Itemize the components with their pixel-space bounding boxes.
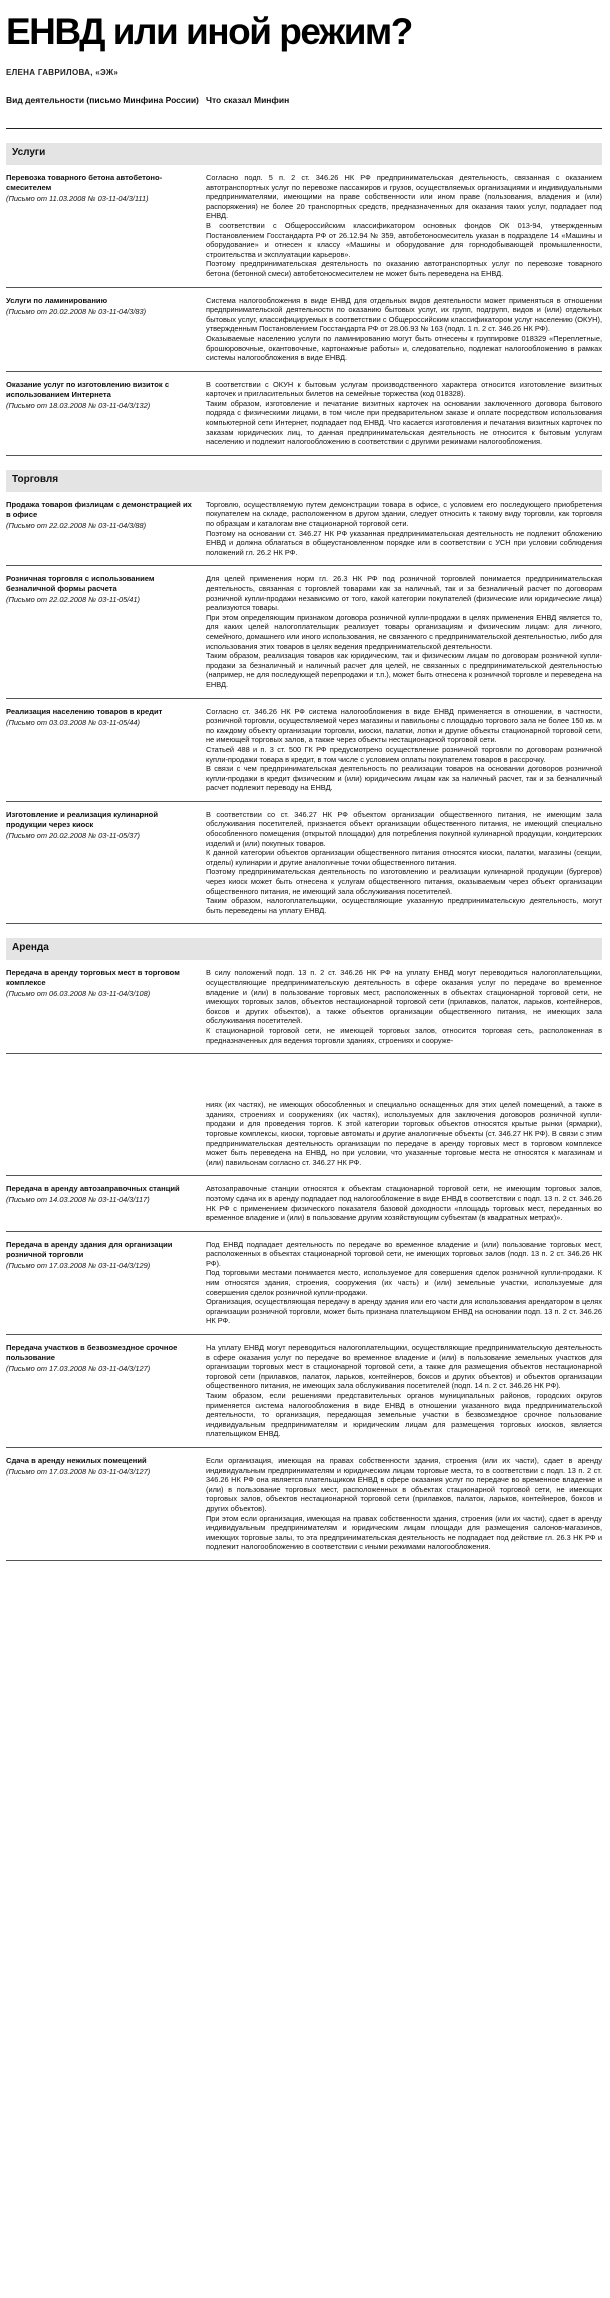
- activity-cell: [6, 380, 206, 447]
- ministry-answer: [206, 500, 602, 558]
- ministry-answer: [206, 810, 602, 916]
- answer-paragraph: Под ЕНВД подпадает деятельность по передаче во временное владение и (или) пользование торговых мест, расположенных в объектах стационарной торговой сети, не имеющих торговых залов (подп. 13 п. 2 ст. 346.26 НК РФ).: [206, 1239, 602, 1268]
- answer-paragraph: Поэтому на основании ст. 346.27 НК РФ указанная предпринимательская деятельность не подлежит обложению ЕНВД и должна облагаться в общеустановленном порядке или в соответствии с УСН при условии соблюдения положений гл. 26.2 НК РФ.: [206, 528, 602, 557]
- answer-paragraph: В соответствии с Общероссийским классификатором основных фондов ОК 013-94, утвержденным Постановлением Госстандарта РФ от 26.12.94 № 359, автобетоносмеситель указан в подразделе 14 «Машины и оборудование» и отнесен к классу «Машины и оборудование для горнодобывающей промышленности, строительства и эксплуатации карьеров».: [206, 220, 602, 259]
- table-row: [6, 1335, 602, 1448]
- table-row: [6, 960, 602, 1054]
- activity-cell: [6, 1240, 206, 1326]
- letter-reference: (Письмо от 20.02.2008 № 03-11-04/3/83): [6, 306, 147, 316]
- activity-cell: [6, 1343, 206, 1439]
- table-row: [6, 1232, 602, 1335]
- activity-name: Перевозка товарного бетона автобетоно-смесителем: [6, 173, 163, 192]
- answer-paragraph: Под торговыми местами понимается место, используемое для совершения сделок розничной купли-продажи. К ним относятся здания, строения, сооружения (их часть) и (или) земельные участки, используемые для совершения сделок розничной купли-продажи.: [206, 1268, 602, 1297]
- answer-paragraph: При этом если организация, имеющая на правах собственности здания, строения (или их части), сдает в аренду индивидуальным предпринимателям и юридическим лицам площади для размещения салонов-магазинов, имеющих торговые залы, то эта предпринимательская деятельность не подпадает под действие гл. 26.3 НК РФ и подлежит налогообложению в соответствии с иными режимами налогообложения.: [206, 1513, 602, 1552]
- activity-cell: [6, 707, 206, 793]
- activity-cell: [6, 1184, 206, 1222]
- section-header: Торговля: [6, 470, 602, 492]
- ministry-answer: [206, 173, 602, 279]
- activity-name: Передача в аренду здания для организации розничной торговли: [6, 1239, 173, 1259]
- activity-name: Оказание услуг по изготовлению визиток с использованием Интернета: [6, 379, 170, 399]
- letter-reference: (Письмо от 06.03.2008 № 03-11-04/3/108): [6, 989, 151, 999]
- answer-paragraph: Статьей 488 и п. 3 ст. 500 ГК РФ предусмотрено осуществление розничной торговли по договорам розничной купли-продажи товара в кредит, в том числе с условием оплаты покупателем товаров в рассрочку.: [206, 744, 602, 764]
- section-header: Аренда: [6, 938, 602, 960]
- ministry-answer: [206, 1343, 602, 1439]
- answer-paragraph: На уплату ЕНВД могут переводиться налогоплательщики, осуществляющие предпринимательскую деятельность в сфере оказания услуг по передаче во временное владение и (или) в пользование земельных участков для организации торговых мест в стационарной торговой сети, а также для размещения объектов нестационарной торговой сети (прилавков, палаток, ларьков, контейнеров, боксов и других объектов) и объектов организации общественного питания, не имеющих зала обслуживания посетителей (подп. 14 п. 2 ст. 346.26 НК РФ).: [206, 1343, 602, 1391]
- activity-cell: [6, 296, 206, 363]
- ministry-answer: [206, 574, 602, 689]
- letter-reference: (Письмо от 18.03.2008 № 03-11-04/3/132): [6, 400, 151, 410]
- column-header-ministry: Что сказал Минфин: [206, 95, 290, 105]
- table-body: [6, 143, 602, 1561]
- answer-paragraph: Поэтому предпринимательская деятельность по изготовлению и реализации кулинарной продукции (бургеров) через киоск может быть отнесена к услугам общественного питания, оказываемым через объект организации общественного питания, не имеющий зала обслуживания посетителей.: [206, 867, 602, 896]
- activity-name: Сдача в аренду нежилых помещений: [6, 1455, 147, 1465]
- section-header: Услуги: [6, 143, 602, 165]
- activity-name: Услуги по ламинированию: [6, 295, 108, 305]
- ministry-answer: [206, 968, 602, 1045]
- answer-paragraph: Таким образом, налогоплательщики, осуществляющие указанную предпринимательскую деятельность, могут быть переведены на уплату ЕНВД.: [206, 896, 602, 915]
- activity-name: Передача в аренду торговых мест в торговом комплексе: [6, 968, 180, 988]
- activity-cell: [6, 810, 206, 916]
- ministry-answer: [206, 380, 602, 447]
- letter-reference: (Письмо от 14.03.2008 № 03-11-04/3/117): [6, 1195, 150, 1205]
- answer-paragraph: Таким образом, если решениями представительных органов муниципальных районов, городских округов применяется система налогообложения в виде ЕНВД в отношении указанного вида предпринимательской деятельности, то организация, передающая земельные участки в безвозмездное срочное пользование индивидуальным предпринимателям и юридическим лицам для размещения торговых киосков, является плательщиком ЕНВД.: [206, 1391, 602, 1439]
- answer-paragraph: В силу положений подп. 13 п. 2 ст. 346.26 НК РФ на уплату ЕНВД могут переводиться налогоплательщики, осуществляющие предпринимательскую деятельность в сфере оказания услуг по передаче во временное владение и (или) в пользование торговых мест, расположенных в объектах стационарной торговой сети, не имеющих торговых залов, объектов нестационарной торговой сети (прилавков, палаток, ларьков, контейнеров, боксов и других объектов), а также объектов организации общественного питания, не имеющих зала обслуживания посетителей.: [206, 968, 602, 1026]
- table-row: [6, 566, 602, 698]
- letter-reference: (Письмо от 11.03.2008 № 03-11-04/3/111): [6, 194, 149, 203]
- activity-cell: [6, 173, 206, 279]
- table-row: [6, 372, 602, 456]
- letter-reference: (Письмо от 20.02.2008 № 03-11-05/37): [6, 830, 140, 840]
- activity-name: Реализация населению товаров в кредит: [6, 706, 163, 716]
- column-header-activity: Вид деятельности (письмо Минфина России): [6, 95, 199, 105]
- answer-paragraph: Автозаправочные станции относятся к объектам стационарной торговой сети, не имеющим торговых залов, поэтому сдача их в аренду подпадает под налогообложение в виде ЕНВД в соответствии с подп. 13 п. 2 ст. 346.26 НК РФ с применением физического показателя базовой доходности «площадь торговых мест, переданных во временное владение и (или) в пользование другим хозяйствующим субъектам (в квадратных метрах)».: [206, 1184, 602, 1223]
- ministry-answer: [206, 1456, 602, 1552]
- table-row: [6, 699, 602, 802]
- ministry-answer: [206, 707, 602, 793]
- activity-name: Розничная торговля с использованием безналичной формы расчета: [6, 574, 155, 594]
- column-gap: [6, 1054, 602, 1090]
- answer-continuation: ниях (их частях), не имеющих обособленных и специально оснащенных для этих целей помещений, а также в зданиях, строениях и сооружениях (их частях), используемых для заключения договоров розничной купли-продажи и для проведения торгов. К этой категории торговых объектов относятся крытые рынки (ярмарки), торговые комплексы, киоски, торговые автоматы и другие аналогичные объекты (ст. 346.27 НК РФ). В связи с этим предпринимательская деятельность организации по передаче в аренду торговых мест в торговом комплексе может быть переведена на ЕНВД, но при условии, что указанные торговые места не относятся к магазинам и (или) павильонам согласно ст. 346.27 НК РФ.: [6, 1090, 602, 1176]
- answer-paragraph: Организация, осуществляющая передачу в аренду здания или его части для использования арендатором в целях организации розничной торговли, может быть признана плательщиком ЕНВД на основании подп. 13 п. 2 ст. 346.26 НК РФ.: [206, 1297, 602, 1326]
- answer-paragraph: К стационарной торговой сети, не имеющей торговых залов, относится торговая сеть, расположенная в предназначенных для ведения торговли зданиях, строениях и сооруже-: [206, 1025, 602, 1045]
- activity-cell: [6, 1456, 206, 1552]
- table-row: [6, 802, 602, 925]
- activity-cell: [6, 500, 206, 558]
- answer-paragraph: Поэтому предпринимательская деятельность по оказанию автотранспортных услуг по перевозке товарного бетона (бетонной смеси) автобетоносмесителем не может быть переведена на ЕНВД.: [206, 259, 602, 278]
- letter-reference: (Письмо от 03.03.2008 № 03-11-05/44): [6, 717, 140, 727]
- activity-cell: [6, 968, 206, 1045]
- table-row: [6, 288, 602, 372]
- answer-paragraph: Торговлю, осуществляемую путем демонстрации товара в офисе, с условием его последующего приобретения покупателем на складе, расположенном в другом здании, следует относить к такому виду торговли, как торговля по образцам и каталогам вне стационарной торговой сети.: [206, 499, 602, 529]
- activity-name: Продажа товаров физлицам с демонстрацией их в офисе: [6, 499, 192, 519]
- ministry-answer: [206, 1240, 602, 1326]
- article-title: ЕНВД или иной режим?: [6, 11, 412, 52]
- answer-paragraph: Для целей применения норм гл. 26.3 НК РФ под розничной торговлей понимается предпринимательская деятельность, связанная с торговлей товарами как за наличный, так и за безналичный расчет по договорам розничной купли-продажи независимо от того, какой категории покупателей (физические или юридические лица) реализуются товары.: [206, 574, 602, 613]
- activity-name: Передача участков в безвозмездное срочное пользование: [6, 1343, 178, 1363]
- answer-paragraph: Оказываемые населению услуги по ламинированию могут быть отнесены к группировке 018329 «Переплетные, брошюровочные, окантовочные, картонажные работы» и, следовательно, подлежат налогообложению в рамках системы налогообложения в виде ЕНВД.: [206, 333, 602, 363]
- activity-name: Изготовление и реализация кулинарной продукции через киоск: [6, 809, 158, 829]
- ministry-answer: [206, 1184, 602, 1222]
- answer-paragraph: Система налогообложения в виде ЕНВД для отдельных видов деятельности может применяться в отношении предпринимательской деятельности по оказанию бытовых услуг, их групп, подгрупп, видов и (или) отдельных бытовых услуг, классифицируемых в соответствии с Общероссийским классификатором услуг населению (ОКУН), утвержденным Постановлением Госстандарта РФ от 28.06.93 № 163 (подп. 1 п. 2 ст. 346.26 НК РФ).: [206, 295, 602, 334]
- answer-paragraph: Таким образом, реализация товаров как юридическим, так и физическим лицам по договорам розничной купли-продажи за безналичный и наличный расчет для целей, не связанных с предпринимательской деятельностью (например, не для последующей перепродажи и т.п.), может быть отнесена к розничной торговле и переведена на ЕНВД.: [206, 651, 602, 689]
- answer-paragraph: Таким образом, изготовление и печатание визитных карточек на основании заключенного договора бытового подряда с физическими лицами, в том числе при предварительном заказе и оплате посредством использования компьютерной сети Интернет, подпадает под ЕНВД. Что касается изготовления и печатания визитных карточек по заказам юридических лиц, то данная предпринимательская деятельность не относится к бытовым услугам населению и подлежит налогообложению в соответствии с другими режимами налогообложения.: [206, 398, 602, 447]
- article-author: ЕЛЕНА ГАВРИЛОВА, «ЭЖ»: [6, 68, 119, 77]
- answer-paragraph: Если организация, имеющая на правах собственности здания, строения (или их части), сдает в аренду индивидуальным предпринимателям и юридическим лицам торговые места, то в соответствии с подп. 13 п. 2 ст. 346.26 НК РФ она является плательщиком ЕНВД в сфере оказания услуг по передаче во временное владение и (или) в пользование торговых мест, расположенных в объектах стационарной торговой сети, не имеющих торговых залов, объектов нестационарной торговой сети (прилавков, палаток, ларьков, контейнеров, боксов и других объектов).: [206, 1455, 602, 1513]
- activity-cell: [6, 574, 206, 689]
- ministry-answer: [206, 296, 602, 363]
- answer-paragraph: К данной категории объектов организации общественного питания относятся киоски, палатки, магазины (секции, отделы) кулинарии и другие аналогичные точки общественного питания.: [206, 848, 602, 867]
- answer-paragraph: При этом определяющим признаком договора розничной купли-продажи в целях применения ЕНВД является то, для каких целей налогоплательщик реализует товары организациям и физическим лицам: для личного, семейного, домашнего или иного использования, не связанного с предпринимательской деятельностью, либо для использования этих товаров в целях ведения предпринимательской деятельности.: [206, 612, 602, 651]
- answer-paragraph: Согласно подп. 5 п. 2 ст. 346.26 НК РФ предпринимательская деятельность, связанная с оказанием автотранспортных услуг по перевозке пассажиров и грузов, осуществляемых организациями и индивидуальными предпринимателями, имеющими на праве собственности или ином праве (пользования, владения и (или) распоряжения) не более 20 транспортных средств, предназначенных для оказания таких услуг, подпадает под ЕНВД.: [206, 173, 602, 221]
- answer-paragraph: В соответствии с ОКУН к бытовым услугам производственного характера относится изготовление визитных карточек и пригласительных билетов на семейные торжества (код 018328).: [206, 379, 602, 399]
- table-row: [6, 165, 602, 288]
- letter-reference: (Письмо от 22.02.2008 № 03-11-04/3/88): [6, 520, 147, 530]
- table-header: [6, 95, 602, 129]
- table-row: [6, 1176, 602, 1231]
- letter-reference: (Письмо от 17.03.2008 № 03-11-04/3/127): [6, 1466, 151, 1476]
- activity-name: Передача в аренду автозаправочных станций: [6, 1184, 180, 1194]
- answer-paragraph: В связи с чем предпринимательская деятельность по реализации товаров на основании договоров розничной купли-продажи в кредит физическим и (или) юридическим лицам как за наличный расчет, так и за безналичный расчет подлежит переводу на ЕНВД.: [206, 764, 602, 793]
- letter-reference: (Письмо от 17.03.2008 № 03-11-04/3/127): [6, 1364, 151, 1374]
- answer-paragraph: Согласно ст. 346.26 НК РФ система налогообложения в виде ЕНВД применяется в отношении, в частности, розничной торговли, осуществляемой через магазины и павильоны с площадью торгового зала не более 150 кв. м по каждому объекту организации торговли, киоски, палатки, лотки и другие объекты стационарной торговой сети, не имеющей торговых залов, а также через объекты нестационарной торговой сети.: [206, 706, 602, 745]
- letter-reference: (Письмо от 22.02.2008 № 03-11-05/41): [6, 595, 140, 605]
- letter-reference: (Письмо от 17.03.2008 № 03-11-04/3/129): [6, 1260, 151, 1270]
- table-row: [6, 1448, 602, 1561]
- table-row: [6, 492, 602, 567]
- answer-paragraph: В соответствии со ст. 346.27 НК РФ объектом организации общественного питания, не имеющим зала обслуживания посетителей, признается объект организации общественного питания, не имеющий специально обособленного помещения (открытой площадки) для потребления покупной кулинарной продукции, кондитерских изделий и (или) покупных товаров.: [206, 809, 602, 848]
